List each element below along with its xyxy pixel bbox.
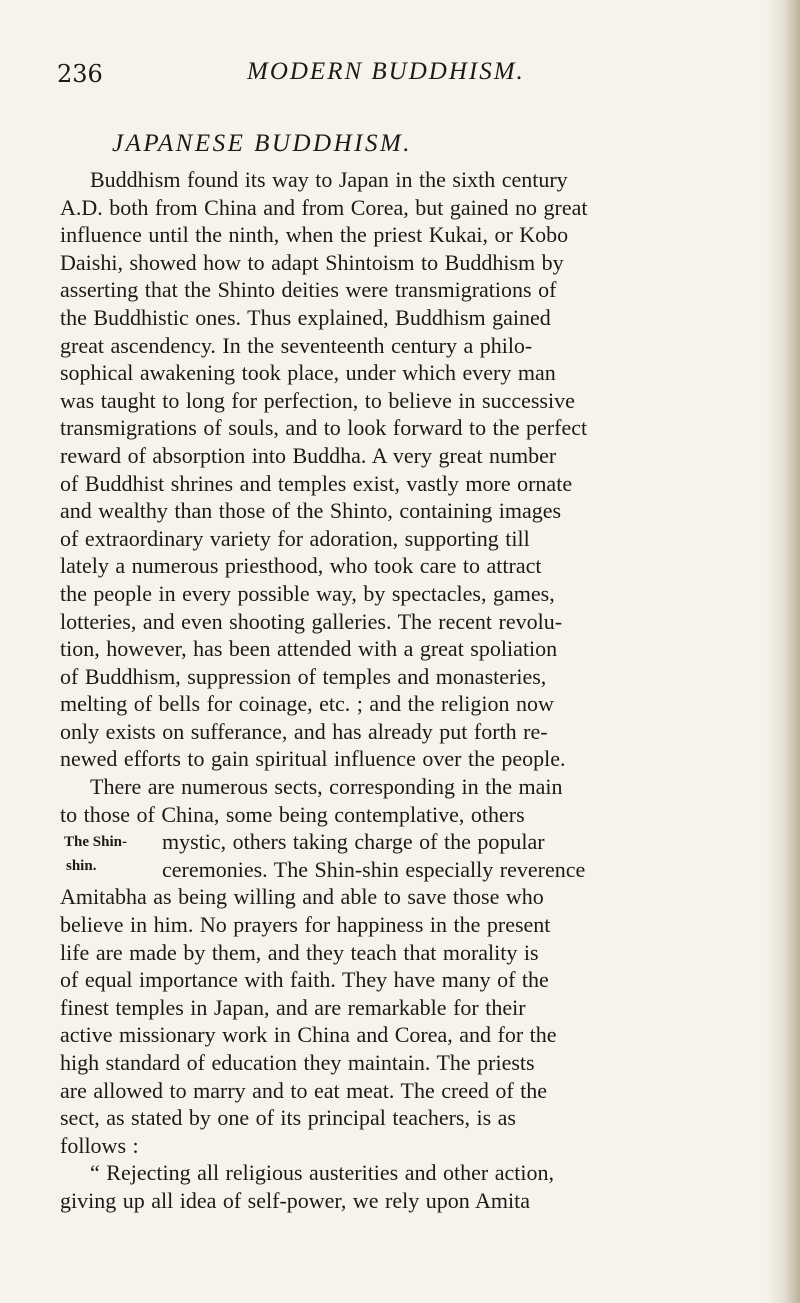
text-line: mystic, others taking charge of the popular	[162, 829, 545, 855]
text-line: to those of China, some being contemplative, others	[60, 801, 525, 827]
page-header	[57, 58, 757, 94]
text-line: the people in every possible way, by spectacles, games,	[60, 580, 555, 606]
page-number: 236	[57, 60, 103, 88]
text-line: giving up all idea of self-power, we rely upon Amita	[60, 1187, 531, 1213]
text-line: “ Rejecting all religious austerities and other action,	[90, 1160, 554, 1186]
text-line: lately a numerous priesthood, who took care to attract	[60, 553, 542, 579]
section-title: JAPANESE BUDDHISM.	[112, 130, 413, 157]
text-line: of Buddhism, suppression of temples and monasteries,	[60, 663, 547, 689]
text-line: lotteries, and even shooting galleries. The recent revolu-	[60, 608, 563, 634]
text-line: are allowed to marry and to eat meat. The creed of the	[60, 1077, 548, 1103]
text-line: reward of absorption into Buddha. A very great number	[60, 442, 557, 468]
text-line: high standard of education they maintain. The priests	[60, 1050, 535, 1075]
text-line: great ascendency. In the seventeenth century a philo-	[60, 332, 533, 358]
text-line: tion, however, has been attended with a great spoliation	[60, 636, 558, 662]
text-line: believe in him. No prayers for happiness in the present	[60, 912, 551, 938]
text-line: asserting that the Shinto deities were transmigrations of	[60, 277, 557, 303]
text-line: ceremonies. The Shin-shin especially reverence	[162, 856, 586, 882]
text-line: active missionary work in China and Corea, and for the	[60, 1022, 557, 1048]
text-line: melting of bells for coinage, etc. ; and the religion now	[60, 691, 554, 717]
text-line: There are numerous sects, corresponding in the main	[90, 774, 563, 800]
text-line: of Buddhist shrines and temples exist, vastly more ornate	[60, 470, 573, 496]
text-line: influence until the ninth, when the priest Kukai, or Kobo	[60, 222, 569, 248]
margin-note-line: shin.	[66, 858, 97, 874]
text-line: only exists on sufferance, and has already put forth re-	[60, 718, 548, 744]
text-line: and wealthy than those of the Shinto, containing images	[60, 498, 562, 524]
text-line: of equal importance with faith. They have many of the	[60, 967, 549, 993]
page-edge-shadow	[766, 0, 800, 1303]
text-line: sect, as stated by one of its principal teachers, is as	[60, 1105, 516, 1131]
text-line: sophical awakening took place, under which every man	[60, 360, 556, 386]
text-line: Amitabha as being willing and able to save those who	[60, 884, 544, 910]
margin-note-line: The Shin-	[64, 834, 127, 850]
margin-note	[64, 833, 127, 876]
running-head: MODERN BUDDHISM.	[247, 58, 525, 85]
text-line: was taught to long for perfection, to believe in successive	[60, 387, 575, 413]
text-line: transmigrations of souls, and to look forward to the perfect	[60, 415, 588, 441]
text-line: life are made by them, and they teach that morality is	[60, 939, 539, 965]
body-text	[60, 166, 765, 1215]
text-line: finest temples in Japan, and are remarkable for their	[60, 994, 526, 1020]
text-line: Daishi, showed how to adapt Shintoism to Buddhism by	[60, 249, 564, 275]
text-line: A.D. both from China and from Corea, but gained no great	[60, 194, 588, 220]
text-line: the Buddhistic ones. Thus explained, Buddhism gained	[60, 304, 551, 330]
text-line: Buddhism found its way to Japan in the sixth century	[90, 167, 568, 192]
text-line: newed efforts to gain spiritual influence over the people.	[60, 746, 566, 772]
text-line: of extraordinary variety for adoration, supporting till	[60, 525, 530, 551]
text-line: follows :	[60, 1132, 139, 1158]
